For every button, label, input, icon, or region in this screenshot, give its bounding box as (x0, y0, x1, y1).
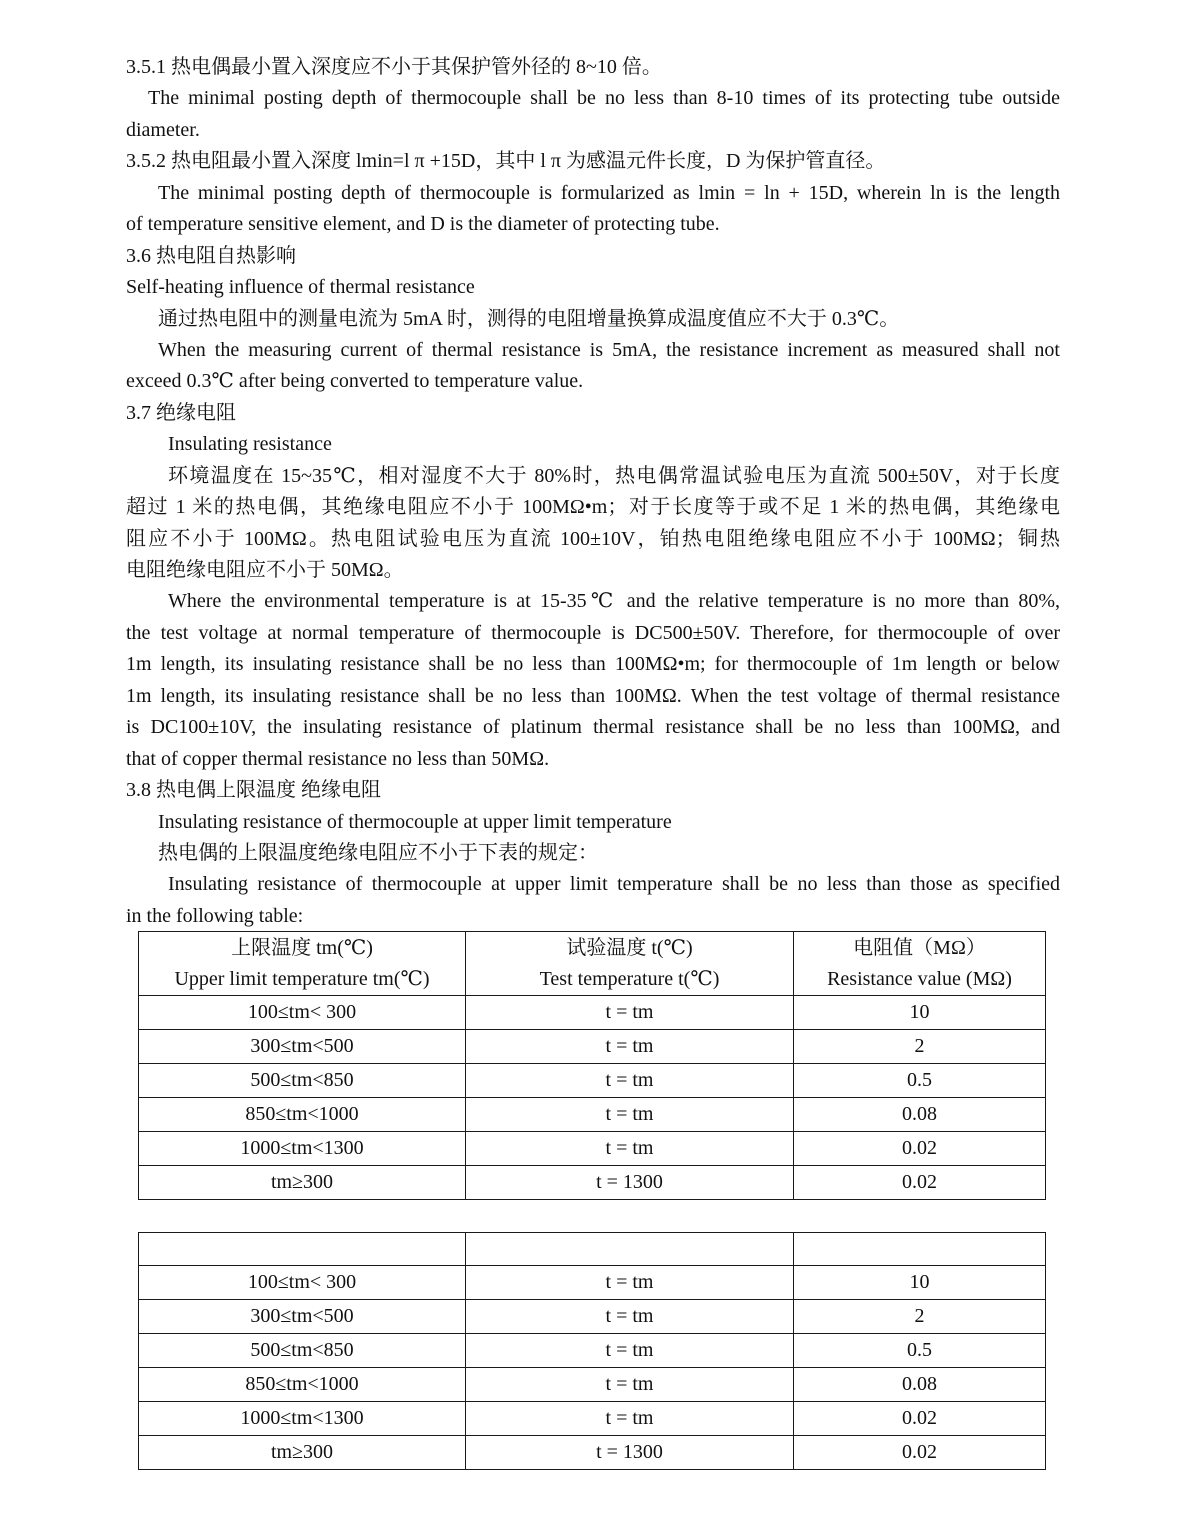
header-en: Resistance value (MΩ) (827, 967, 1012, 990)
cell-temperature-range: tm≥300 (139, 1166, 466, 1200)
cell-test-temperature: t = tm (466, 1368, 794, 1402)
header-en: Test temperature t(℃) (539, 967, 720, 990)
paragraph-line: 1m length, its insulating resistance shall be no less than 100MΩ•m; for thermocouple of 1m length or below (126, 653, 1060, 676)
header-upper-limit-temperature (139, 932, 466, 996)
paragraph-line: is DC100±10V, the insulating resistance of platinum thermal resistance shall be no less than 100MΩ, and (126, 716, 1060, 739)
cell-test-temperature: t = tm (466, 1098, 794, 1132)
cell-test-temperature: t = tm (466, 996, 794, 1030)
empty-cell (466, 1233, 794, 1266)
cell-test-temperature: t = tm (466, 1402, 794, 1436)
empty-cell (139, 1233, 466, 1266)
header-zh: 电阻值（MΩ） (853, 936, 986, 959)
table-row (139, 1098, 1046, 1132)
section-subtitle-en: Self-heating influence of thermal resistance (126, 276, 475, 299)
document-body (126, 52, 1060, 932)
paragraph-line: that of copper thermal resistance no less than 50MΩ. (126, 747, 550, 770)
cell-test-temperature: t = 1300 (466, 1436, 794, 1470)
paragraph-line: the test voltage at normal temperature of thermocouple is DC500±50V. Therefore, for thermocouple of over (126, 621, 1060, 644)
cell-resistance: 0.08 (794, 1098, 1046, 1132)
header-test-temperature (466, 932, 794, 996)
table-row (139, 1402, 1046, 1436)
header-zh: 试验温度 t(℃) (566, 936, 693, 959)
cell-temperature-range: 850≤tm<1000 (139, 1098, 466, 1132)
paragraph-line: The minimal posting depth of thermocouple shall be no less than 8-10 times of its protecting tube outside (148, 87, 1060, 110)
cell-temperature-range: 1000≤tm<1300 (139, 1402, 466, 1436)
table-row (139, 1030, 1046, 1064)
cell-resistance: 0.5 (794, 1064, 1046, 1098)
paragraph-line: 热电偶的上限温度绝缘电阻应不小于下表的规定： (158, 841, 598, 864)
paragraph-line: 超过 1 米的热电偶，其绝缘电阻应不小于 100MΩ•m；对于长度等于或不足 1 米的热电偶，其绝缘电 (126, 496, 1060, 519)
cell-temperature-range: 300≤tm<500 (139, 1300, 466, 1334)
cell-test-temperature: t = tm (466, 1132, 794, 1166)
header-zh: 上限温度 tm(℃) (231, 936, 373, 959)
cell-resistance: 2 (794, 1030, 1046, 1064)
section-subtitle-en: Insulating resistance of thermocouple at upper limit temperature (158, 810, 672, 833)
paragraph-line: diameter. (126, 118, 200, 141)
section-heading-3-7: 3.7 绝缘电阻 (126, 401, 236, 424)
cell-temperature-range: 1000≤tm<1300 (139, 1132, 466, 1166)
cell-resistance: 0.02 (794, 1132, 1046, 1166)
cell-resistance: 0.02 (794, 1166, 1046, 1200)
section-heading-3-6: 3.6 热电阻自热影响 (126, 244, 296, 267)
paragraph-line: When the measuring current of thermal resistance is 5mA, the resistance increment as measured shall not (158, 338, 1060, 361)
table-row (139, 1436, 1046, 1470)
cell-temperature-range: 100≤tm< 300 (139, 1266, 466, 1300)
section-heading-3-5-2: 3.5.2 热电阻最小置入深度 lmin=l π +15D，其中 l π 为感温元件长度，D 为保护管直径。 (126, 150, 886, 173)
section-heading-3-8: 3.8 热电偶上限温度 绝缘电阻 (126, 779, 381, 802)
cell-temperature-range: 850≤tm<1000 (139, 1368, 466, 1402)
section-heading-3-5-1: 3.5.1 热电偶最小置入深度应不小于其保护管外径的 8~10 倍。 (126, 56, 662, 78)
header-en: Upper limit temperature tm(℃) (174, 967, 430, 990)
empty-cell (794, 1233, 1046, 1266)
paragraph-line: 通过热电阻中的测量电流为 5mA 时，测得的电阻增量换算成温度值应不大于 0.3℃。 (158, 307, 900, 330)
empty-header-row (139, 1233, 1046, 1266)
paragraph-line: 阻应不小于 100MΩ。热电阻试验电压为直流 100±10V，铂热电阻绝缘电阻应不小于 100MΩ；铜热 (126, 527, 1060, 550)
table-row (139, 1334, 1046, 1368)
paragraph-line: 电阻绝缘电阻应不小于 50MΩ。 (126, 559, 404, 581)
cell-resistance: 10 (794, 1266, 1046, 1300)
cell-test-temperature: t = tm (466, 1030, 794, 1064)
cell-test-temperature: t = tm (466, 1334, 794, 1368)
table-row (139, 1064, 1046, 1098)
paragraph-line: in the following table: (126, 904, 304, 927)
cell-resistance: 0.08 (794, 1368, 1046, 1402)
table-row (139, 1132, 1046, 1166)
table-row (139, 996, 1046, 1030)
paragraph-line: 环境温度在 15~35℃，相对湿度不大于 80%时，热电偶常温试验电压为直流 500±50V，对于长度 (168, 464, 1060, 487)
cell-test-temperature: t = tm (466, 1064, 794, 1098)
cell-resistance: 10 (794, 996, 1046, 1030)
table-row (139, 1300, 1046, 1334)
cell-resistance: 2 (794, 1300, 1046, 1334)
cell-resistance: 0.5 (794, 1334, 1046, 1368)
cell-temperature-range: 300≤tm<500 (139, 1030, 466, 1064)
paragraph-line: The minimal posting depth of thermocouple is formularized as lmin = ln + 15D, wherein ln is the length (158, 181, 1060, 204)
section-subtitle-en: Insulating resistance (168, 433, 332, 456)
paragraph-line: of temperature sensitive element, and D is the diameter of protecting tube. (126, 213, 720, 236)
paragraph-line: 1m length, its insulating resistance shall be no less than 100MΩ. When the test voltage of thermal resistance (126, 684, 1060, 707)
cell-temperature-range: tm≥300 (139, 1436, 466, 1470)
insulation-resistance-table-copy (138, 1232, 1046, 1470)
paragraph-line: exceed 0.3℃ after being converted to temperature value. (126, 370, 584, 393)
table-header-row (139, 932, 1046, 996)
cell-resistance: 0.02 (794, 1402, 1046, 1436)
cell-temperature-range: 100≤tm< 300 (139, 996, 466, 1030)
cell-test-temperature: t = tm (466, 1266, 794, 1300)
insulation-resistance-table (138, 931, 1046, 1200)
table-row (139, 1166, 1046, 1200)
cell-test-temperature: t = 1300 (466, 1166, 794, 1200)
cell-temperature-range: 500≤tm<850 (139, 1334, 466, 1368)
table-row (139, 1368, 1046, 1402)
table-row (139, 1266, 1046, 1300)
cell-temperature-range: 500≤tm<850 (139, 1064, 466, 1098)
paragraph-line: Where the environmental temperature is at 15-35℃ and the relative temperature is no more than 80%, (168, 590, 1060, 613)
header-resistance-value (794, 932, 1046, 996)
paragraph-line: Insulating resistance of thermocouple at upper limit temperature shall be no less than those as specified (168, 873, 1060, 896)
cell-test-temperature: t = tm (466, 1300, 794, 1334)
cell-resistance: 0.02 (794, 1436, 1046, 1470)
